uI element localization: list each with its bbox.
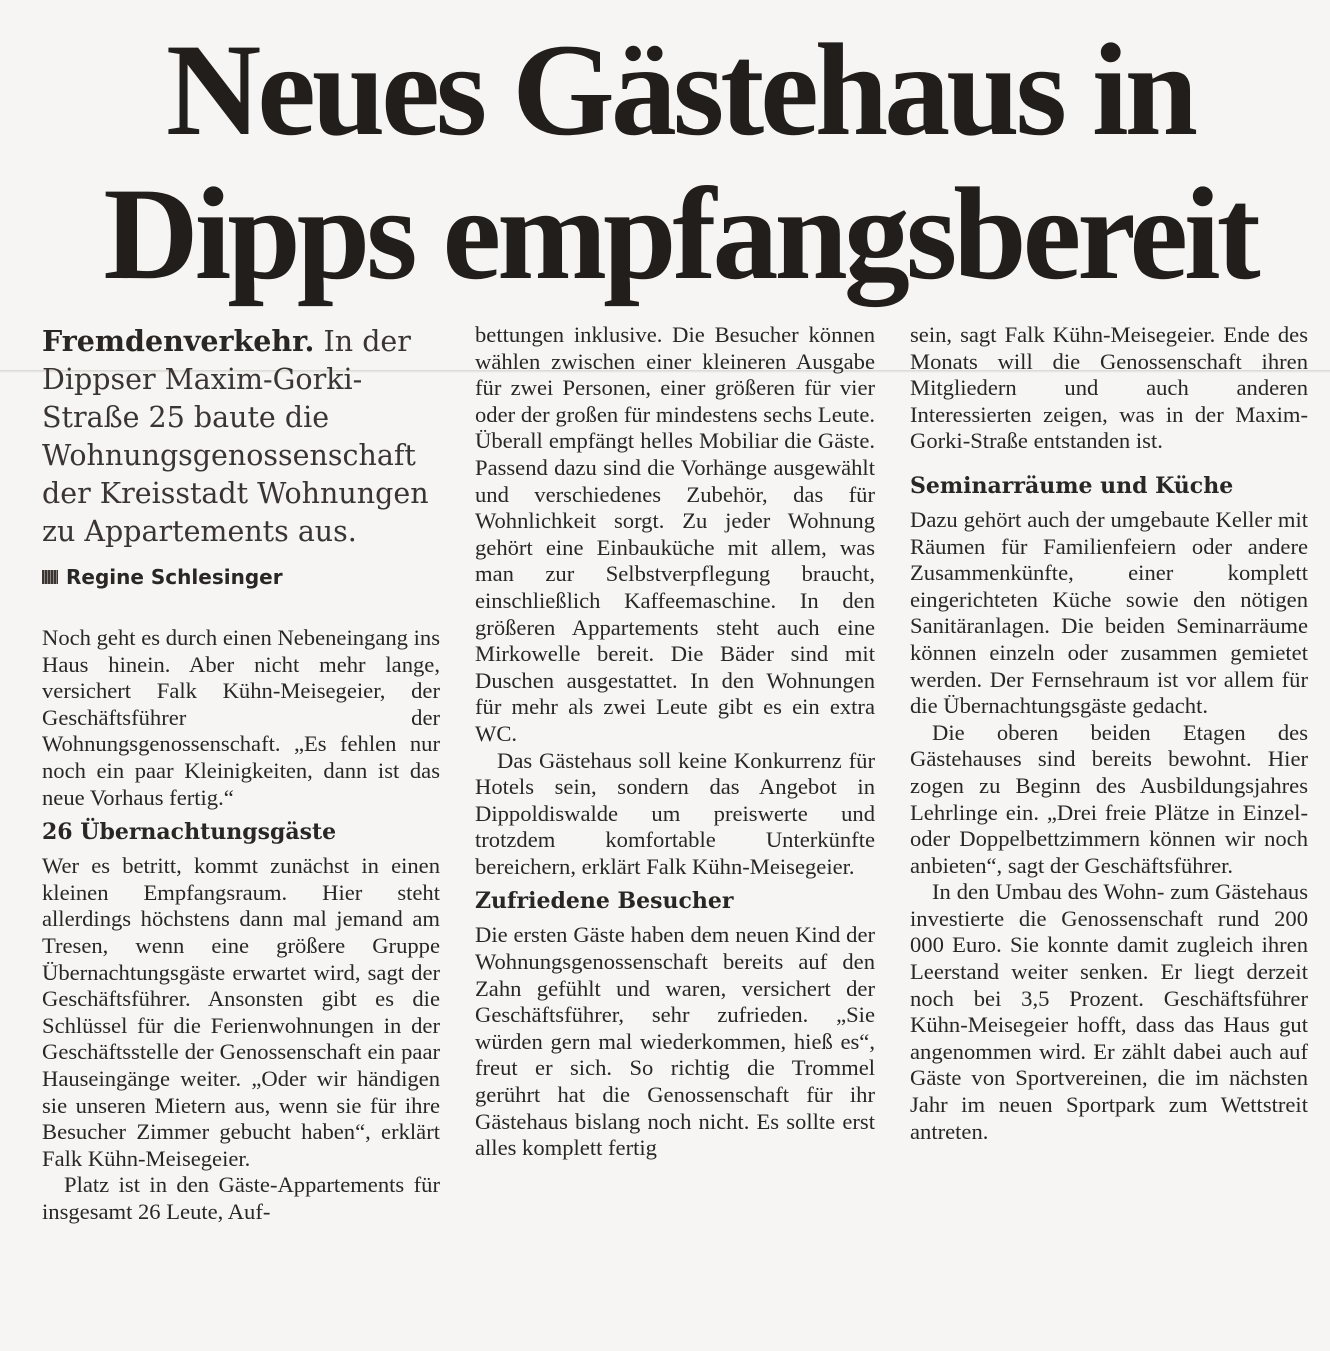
headline-line-2: Dipps empfangsbereit [103, 160, 1257, 307]
byline-square-icon [42, 570, 58, 584]
lead-keyword: Fremdenverkehr. [42, 324, 315, 358]
subheading: Zufriedene Besucher [475, 888, 734, 915]
paragraph: In den Umbau des Wohn- zum Gästehaus investierte die Genossenschaft rund 200 000 Euro. Sie konnte damit zugleich ihren Leerstand weiter senken. Er liegt derzeit noch bei 3,5 Prozent. Geschäftsführer Kühn-Meisegeier hofft, dass das Haus gut angenommen wird. Er zählt dabei auch auf Gäste von Sportvereinen, die im nächsten Jahr im neuen Sportpark zum Wettstreit antreten. [910, 879, 1308, 1144]
subheading: 26 Übernachtungsgäste [42, 819, 337, 846]
lead-paragraph [42, 322, 440, 551]
headline-line-1: Neues Gästehaus in [165, 16, 1195, 163]
paragraph: sein, sagt Falk Kühn-Meisegeier. Ende des Monats will die Genossenschaft ihren Mitgliedern und auch anderen Interessierten zeigen, was in der Maxim-Gorki-Straße entstanden ist. [910, 322, 1308, 454]
paragraph: bettungen inklusive. Die Besucher können wählen zwischen einer kleineren Ausgabe für zwei Personen, einer größeren für vier oder der großen für mindestens sechs Leute. Überall empfängt helles Mobiliar die Gäste. Passend dazu sind die Vorhänge ausgewählt und verschiedenes Zubehör, das für Wohnlichkeit sorgt. Zu jeder Wohnung gehört eine Einbauküche mit allem, was man zur Selbstverpflegung braucht, einschließlich Kaffeemaschine. In den größeren Appartements steht auch eine Mirkowelle bereit. Die Bäder sind mit Duschen ausgestattet. In den Wohnungen für mehr als zwei Leute gibt es ein extra WC. [475, 322, 875, 746]
lead-text: In der Dippser Maxim-Gorki-Straße 25 baute die Wohnungsgenossenschaft der Kreisstadt Wohnungen zu Appartements aus. [42, 325, 429, 548]
paragraph: Wer es betritt, kommt zunächst in einen kleinen Empfangsraum. Hier steht allerdings höchstens dann mal jemand am Tresen, wenn eine größere Gruppe Übernachtungsgäste erwartet wird, sagt der Geschäftsführer. Ansonsten gibt es die Schlüssel für die Ferienwohnungen in der Geschäftsstelle der Genossenschaft ein paar Hauseingänge weiter. „Oder wir händigen sie unseren Mietern aus, wenn sie für ihre Besucher Zimmer gebucht haben“, erklärt Falk Kühn-Meisegeier. [42, 853, 440, 1171]
headline [60, 18, 1300, 306]
paragraph: Noch geht es durch einen Nebeneingang ins Haus hinein. Aber nicht mehr lange, versichert Falk Kühn-Meisegeier, der Geschäftsführer der Wohnungsgenossenschaft. „Es fehlen nur noch ein paar Kleinigkeiten, dann ist das neue Vorhaus fertig.“ [42, 625, 440, 810]
article-column-2 [475, 322, 875, 1162]
paragraph: Platz ist in den Gäste-Appartements für insgesamt 26 Leute, Auf- [42, 1172, 440, 1224]
article-column-3 [910, 322, 1308, 1145]
paragraph: Die oberen beiden Etagen des Gästehauses sind bereits bewohnt. Hier zogen zu Beginn des Ausbildungsjahres Lehrlinge ein. „Drei freie Plätze in Einzel- oder Doppelbettzimmern können wir noch anbieten“, sagt der Geschäftsführer. [910, 719, 1308, 878]
author-name: Regine Schlesinger [66, 565, 283, 589]
paragraph: Dazu gehört auch der umgebaute Keller mit Räumen für Familienfeiern oder andere Zusammenkünfte, einer komplett eingerichteten Küche sowie den nötigen Sanitäranlagen. Die beiden Seminarräume können einzeln oder zusammen gemietet werden. Der Fernsehraum ist vor allem für die Übernachtungsgäste gedacht. [910, 506, 1308, 719]
article-column-1 [42, 322, 440, 1225]
byline [42, 565, 440, 589]
paragraph: Das Gästehaus soll keine Konkurrenz für Hotels sein, sondern das Angebot in Dippoldiswalde um preiswerte und trotzdem komfortable Unterkünfte bereichern, erklärt Falk Kühn-Meisegeier. [475, 747, 875, 879]
paragraph: Die ersten Gäste haben dem neuen Kind der Wohnungsgenossenschaft bereits auf den Zahn gefühlt und waren, versichert der Geschäftsführer, sehr zufrieden. „Sie würden gern mal wiederkommen, hieß es“, freut er sich. So richtig die Trommel gerührt hat die Genossenschaft für ihr Gästehaus bislang noch nicht. Es sollte erst alles komplett fertig [475, 922, 875, 1161]
subheading: Seminarräume und Küche [910, 472, 1234, 499]
